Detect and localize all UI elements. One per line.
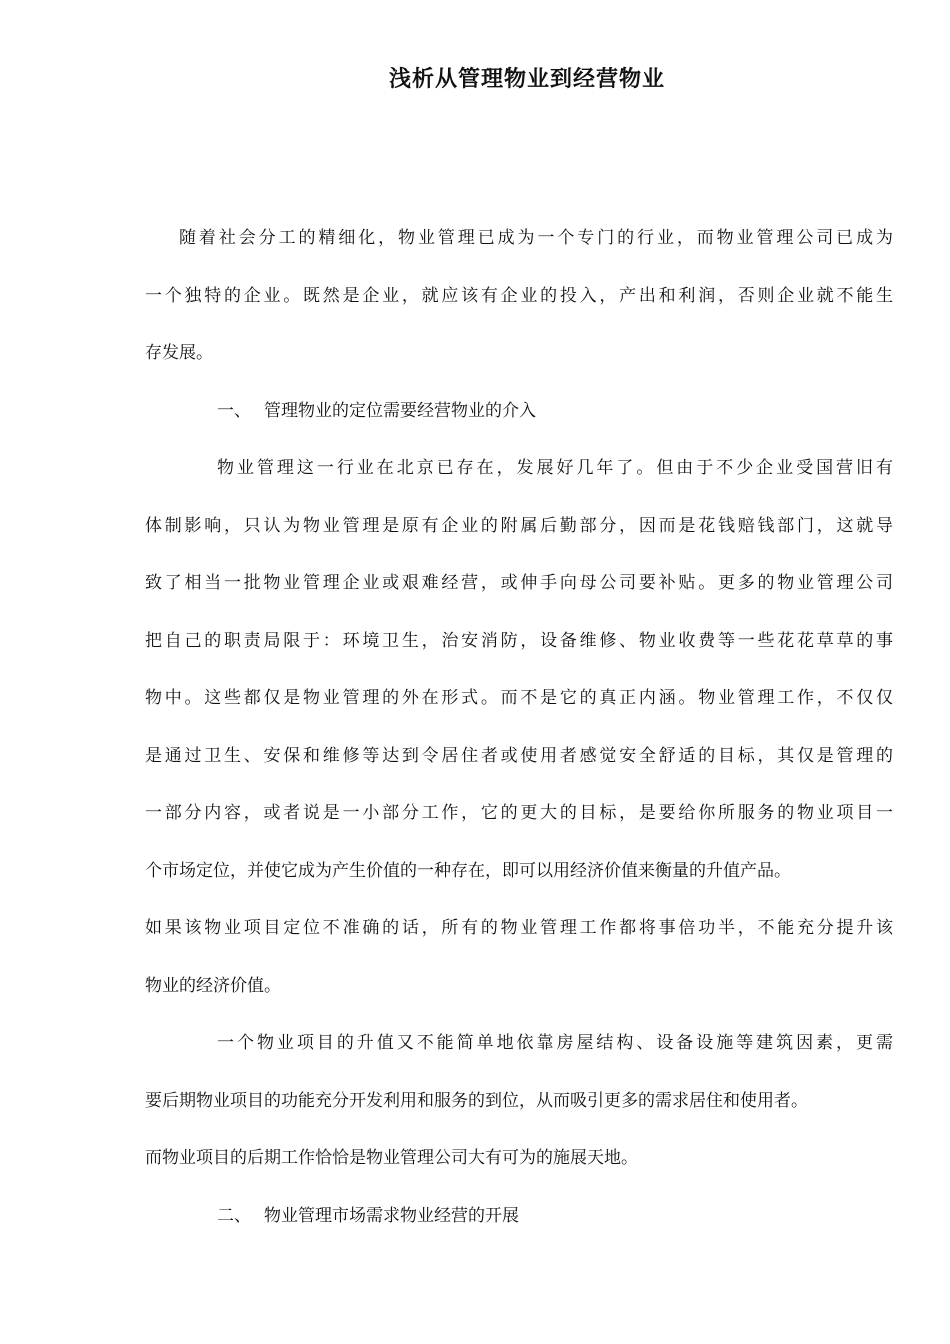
section-heading-1	[145, 392, 893, 430]
paragraph-2-line-6: 是通过卫生、安保和维修等达到令居住者或使用者感觉安全舒适的目标，其仅是管理的	[145, 745, 893, 766]
paragraph-1-line-3: 存发展。	[145, 343, 213, 363]
document-body	[145, 219, 893, 1254]
paragraph-2-line-10: 物业的经济价值。	[145, 975, 281, 996]
paragraph-2-line-4: 把自己的职责局限于：环境卫生，治安消防，设备维修、物业收费等一些花花草草的事	[145, 630, 893, 651]
paragraph-1-line-1: 随着社会分工的精细化，物业管理已成为一个专门的行业，而物业管理公司已成为	[179, 228, 893, 248]
section-heading-1-number: 一、	[217, 400, 251, 421]
paragraph-3-line-2: 要后期物业项目的功能充分开发利用和服务的到位，从而吸引更多的需求居住和使用者。	[145, 1090, 808, 1111]
section-heading-2-text: 物业管理市场需求物业经营的开展	[264, 1205, 519, 1226]
paragraph-3-line-3: 而物业项目的后期工作恰恰是物业管理公司大有可为的施展天地。	[145, 1148, 638, 1168]
paragraph-1-line-2: 一个独特的企业。既然是企业，就应该有企业的投入，产出和利润，否则企业就不能生	[145, 285, 893, 306]
paragraph-2-line-1: 物业管理这一行业在北京已存在，发展好几年了。但由于不少企业受国营旧有	[217, 458, 893, 478]
paragraph-2-line-8: 个市场定位，并使它成为产生价值的一种存在，即可以用经济价值来衡量的升值产品。	[145, 860, 791, 881]
section-heading-2	[145, 1197, 893, 1235]
document-title: 浅析从管理物业到经营物业	[388, 67, 665, 92]
paragraph-2-line-2: 体制影响，只认为物业管理是原有企业的附属后勤部分，因而是花钱赔钱部门，这就导	[145, 515, 893, 536]
paragraph-3-line-1: 一个物业项目的升值又不能简单地依靠房屋结构、设备设施等建筑因素，更需	[217, 1033, 893, 1053]
paragraph-2-line-3: 致了相当一批物业管理企业或艰难经营，或伸手向母公司要补贴。更多的物业管理公司	[145, 573, 893, 593]
section-heading-1-text: 管理物业的定位需要经营物业的介入	[264, 400, 536, 421]
paragraph-2-line-5: 物中。这些都仅是物业管理的外在形式。而不是它的真正内涵。物业管理工作，不仅仅	[145, 688, 893, 708]
section-heading-2-number: 二、	[217, 1205, 251, 1226]
paragraph-2-line-7: 一部分内容，或者说是一小部分工作，它的更大的目标，是要给你所服务的物业项目一	[145, 803, 893, 823]
paragraph-2-line-9: 如果该物业项目定位不准确的话，所有的物业管理工作都将事倍功半，不能充分提升该	[145, 918, 893, 938]
